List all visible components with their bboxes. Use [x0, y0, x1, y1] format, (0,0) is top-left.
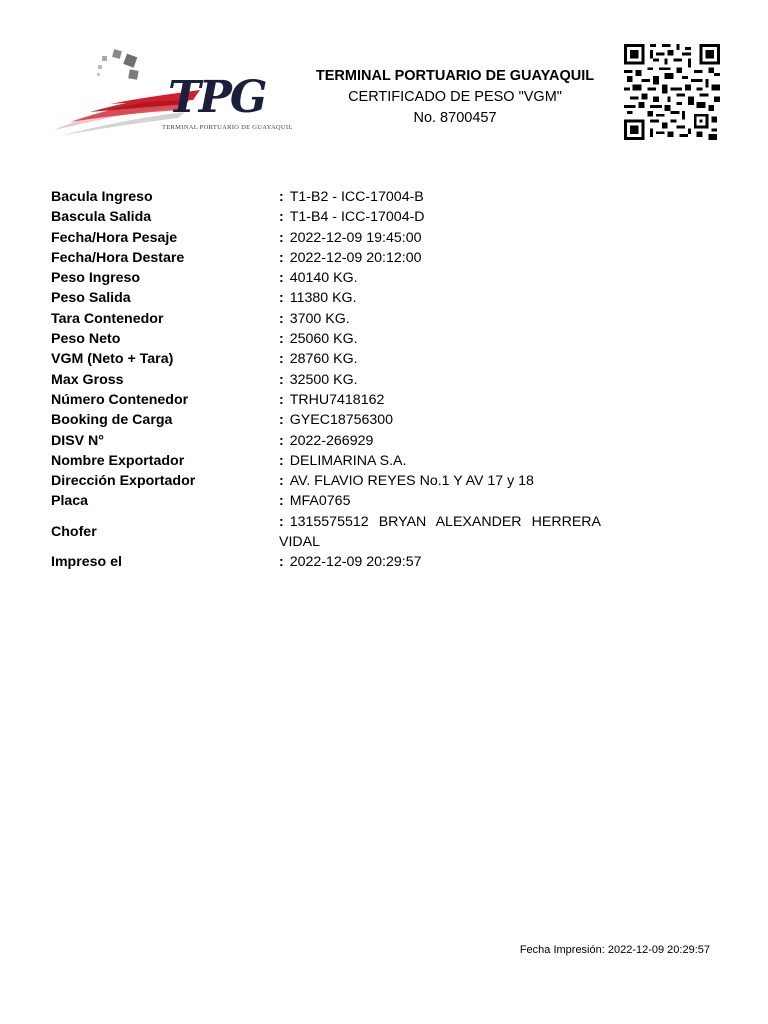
- field-label: Tara Contenedor: [51, 310, 164, 327]
- field-row-bascula-salida: Bascula Salida : T1-B4 - ICC-17004-D: [51, 207, 611, 227]
- logo-wordmark: TPG: [168, 72, 266, 123]
- field-row-max-gross: Max Gross : 32500 KG.: [51, 370, 611, 390]
- field-value: 11380 KG.: [289, 290, 357, 307]
- field-value: 3700 KG.: [289, 310, 350, 327]
- qr-code: [623, 44, 721, 140]
- field-row-nombre-exportador: Nombre Exportador : DELIMARINA S.A.: [51, 451, 611, 471]
- field-row-peso-neto: Peso Neto : 25060 KG.: [51, 329, 611, 349]
- field-value: 2022-12-09 20:29:57: [289, 554, 422, 571]
- field-row-fecha-pesaje: Fecha/Hora Pesaje : 2022-12-09 19:45:00: [51, 228, 611, 248]
- field-value: AV. FLAVIO REYES No.1 Y AV 17 y 18: [289, 473, 534, 490]
- field-label: Bacula Ingreso: [51, 189, 153, 205]
- tpg-logo: [50, 44, 295, 140]
- field-value: 28760 KG.: [289, 351, 358, 368]
- field-value: 2022-12-09 20:12:00: [289, 249, 422, 266]
- field-value: T1-B4 - ICC-17004-D: [289, 209, 425, 226]
- document-subtitle: CERTIFICADO DE PESO "VGM": [348, 89, 562, 105]
- field-label: Peso Neto: [51, 331, 121, 348]
- field-value: T1-B2 - ICC-17004-B: [289, 189, 424, 205]
- field-value: 32500 KG.: [289, 371, 358, 388]
- field-label: Bascula Salida: [51, 209, 152, 226]
- field-label: Max Gross: [51, 371, 124, 388]
- field-row-direccion-exportador: Dirección Exportador : AV. FLAVIO REYES No.1 Y AV 17 y 18: [51, 471, 611, 491]
- field-row-vgm: VGM (Neto + Tara) : 28760 KG.: [51, 349, 611, 369]
- field-label: Dirección Exportador: [51, 473, 196, 490]
- field-label: Peso Salida: [51, 290, 131, 307]
- field-value: DELIMARINA S.A.: [289, 452, 407, 469]
- field-value: 40140 KG.: [289, 270, 358, 287]
- field-value: TRHU7418162: [289, 391, 385, 408]
- field-row-fecha-destare: Fecha/Hora Destare : 2022-12-09 20:12:00: [51, 248, 611, 268]
- field-value: 1315575512 BRYAN ALEXANDER HERRERA VIDAL: [279, 513, 601, 551]
- field-label: Chofer: [51, 523, 97, 540]
- field-row-tara-contenedor: Tara Contenedor : 3700 KG.: [51, 309, 611, 329]
- field-row-bascula-ingreso: Bacula Ingreso : T1-B2 - ICC-17004-B: [51, 187, 611, 207]
- field-label: Impreso el: [51, 554, 122, 571]
- field-row-chofer: Chofer : 1315575512 BRYAN ALEXANDER HERRERA VIDAL: [51, 513, 601, 551]
- logo-subtext: TERMINAL PORTUARIO DE GUAYAQUIL: [162, 124, 293, 131]
- field-value: MFA0765: [289, 493, 351, 510]
- field-label: Número Contenedor: [51, 391, 189, 408]
- document-title: TERMINAL PORTUARIO DE GUAYAQUIL: [315, 68, 595, 84]
- field-row-numero-contenedor: Número Contenedor : TRHU7418162: [51, 390, 611, 410]
- field-row-placa: Placa : MFA0765: [51, 491, 611, 511]
- field-row-disv: DISV N° : 2022-266929: [51, 431, 611, 451]
- field-row-peso-salida: Peso Salida : 11380 KG.: [51, 288, 611, 308]
- field-value: 25060 KG.: [289, 331, 358, 348]
- print-date-footer: Fecha Impresión: 2022-12-09 20:29:57: [519, 944, 710, 956]
- field-label: VGM (Neto + Tara): [51, 351, 174, 368]
- certificate-fields: [51, 187, 611, 573]
- field-value: GYEC18756300: [289, 412, 394, 429]
- field-row-peso-ingreso: Peso Ingreso : 40140 KG.: [51, 268, 611, 288]
- certificate-number: No. 8700457: [413, 110, 497, 126]
- field-label: Placa: [51, 493, 89, 510]
- document-header: [300, 66, 610, 129]
- field-value: 2022-266929: [289, 432, 374, 449]
- field-row-impreso-el: Impreso el : 2022-12-09 20:29:57: [51, 552, 611, 572]
- field-label: Peso Ingreso: [51, 270, 141, 287]
- field-value: 2022-12-09 19:45:00: [289, 229, 422, 246]
- field-label: Booking de Carga: [51, 412, 173, 429]
- field-row-booking: Booking de Carga : GYEC18756300: [51, 410, 611, 430]
- field-label: DISV N°: [51, 432, 104, 449]
- field-label: Fecha/Hora Pesaje: [51, 229, 178, 246]
- field-label: Fecha/Hora Destare: [51, 249, 185, 266]
- field-label: Nombre Exportador: [51, 452, 185, 469]
